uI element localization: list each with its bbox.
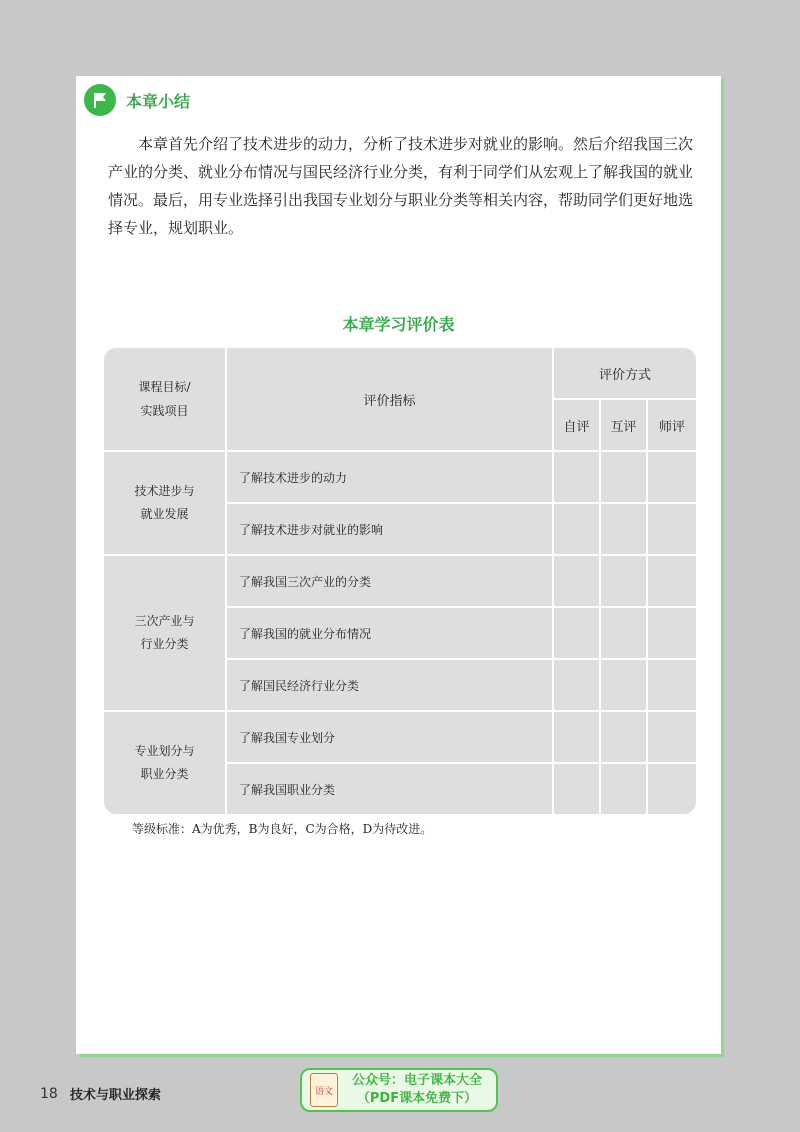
self-eval-cell[interactable]: [554, 452, 601, 504]
page-footer: [40, 1084, 161, 1103]
indicator-text: 了解我国专业划分: [239, 730, 336, 745]
group-line1: 技术进步与: [134, 484, 195, 498]
book-icon: [310, 1073, 338, 1107]
indicator-cell: [227, 556, 554, 608]
evaluation-table: [104, 348, 696, 814]
teacher-eval-cell[interactable]: [648, 764, 696, 814]
header-self-label: 自评: [563, 419, 590, 435]
indicator-cell: [227, 608, 554, 660]
indicator-cell: [227, 504, 554, 556]
peer-eval-cell[interactable]: [601, 608, 648, 660]
teacher-eval-cell[interactable]: [648, 712, 696, 764]
teacher-eval-cell[interactable]: [648, 556, 696, 608]
group-cell: [104, 556, 227, 712]
summary-title: 本章小结: [126, 91, 191, 111]
teacher-eval-cell[interactable]: [648, 452, 696, 504]
group-line2: 行业分类: [140, 637, 189, 651]
self-eval-cell[interactable]: [554, 712, 601, 764]
indicator-text: 了解技术进步的动力: [239, 470, 348, 485]
peer-eval-cell[interactable]: [601, 712, 648, 764]
header-method: [554, 348, 696, 400]
header-goal: [104, 348, 227, 452]
indicator-text: 了解国民经济行业分类: [239, 678, 360, 693]
header-self: [554, 400, 601, 452]
peer-eval-cell[interactable]: [601, 504, 648, 556]
page-number: 18: [40, 1085, 58, 1102]
group-line2: 职业分类: [140, 767, 189, 781]
teacher-eval-cell[interactable]: [648, 660, 696, 712]
header-indicator-label: 评价指标: [363, 393, 416, 409]
self-eval-cell[interactable]: [554, 608, 601, 660]
peer-eval-cell[interactable]: [601, 764, 648, 814]
header-teacher-label: 师评: [658, 419, 685, 435]
header-peer: [601, 400, 648, 452]
teacher-eval-cell[interactable]: [648, 608, 696, 660]
indicator-text: 了解技术进步对就业的影响: [239, 522, 384, 537]
peer-eval-cell[interactable]: [601, 660, 648, 712]
summary-paragraph: 本章首先介绍了技术进步的动力，分析了技术进步对就业的影响。然后介绍我国三次产业的分类、就业分布情况与国民经济行业分类，有利于同学们从宏观上了解我国的就业情况。最后，用专业选择引出我国专业划分与职业分类等相关内容，帮助同学们更好地选择专业，规划职业。: [108, 135, 694, 237]
evaluation-table-title: 本章学习评价表: [342, 315, 455, 334]
book-icon-label: 语文: [314, 1086, 333, 1097]
group-line1: 专业划分与: [134, 744, 195, 758]
teacher-eval-cell[interactable]: [648, 504, 696, 556]
promo-line1: 公众号：电子课本大全: [351, 1073, 482, 1088]
self-eval-cell[interactable]: [554, 764, 601, 814]
header-goal-line2: 实践项目: [140, 404, 189, 418]
self-eval-cell[interactable]: [554, 660, 601, 712]
page: [76, 76, 721, 1054]
header-indicator: [227, 348, 554, 452]
header-method-label: 评价方式: [598, 367, 651, 383]
indicator-cell: [227, 712, 554, 764]
peer-eval-cell[interactable]: [601, 452, 648, 504]
promo-text: [338, 1072, 496, 1108]
header-peer-label: 互评: [610, 419, 637, 435]
group-line2: 就业发展: [140, 507, 189, 521]
group-cell: [104, 712, 227, 814]
group-cell: [104, 452, 227, 556]
promo-line2: （PDF课本免费下）: [356, 1091, 478, 1106]
indicator-cell: [227, 452, 554, 504]
grading-note: 等级标准：A为优秀，B为良好，C为合格，D为待改进。: [132, 822, 433, 836]
indicator-cell: [227, 764, 554, 814]
flag-icon: [84, 84, 116, 116]
self-eval-cell[interactable]: [554, 556, 601, 608]
header-goal-line1: 课程目标/: [138, 380, 191, 394]
book-title: 技术与职业探索: [69, 1088, 161, 1103]
indicator-text: 了解我国的就业分布情况: [239, 626, 372, 641]
header-teacher: [648, 400, 696, 452]
summary-header: [84, 84, 190, 116]
indicator-cell: [227, 660, 554, 712]
self-eval-cell[interactable]: [554, 504, 601, 556]
peer-eval-cell[interactable]: [601, 556, 648, 608]
indicator-text: 了解我国职业分类: [239, 782, 336, 797]
indicator-text: 了解我国三次产业的分类: [239, 574, 372, 589]
promo-banner[interactable]: [300, 1068, 498, 1112]
group-line1: 三次产业与: [134, 614, 195, 628]
